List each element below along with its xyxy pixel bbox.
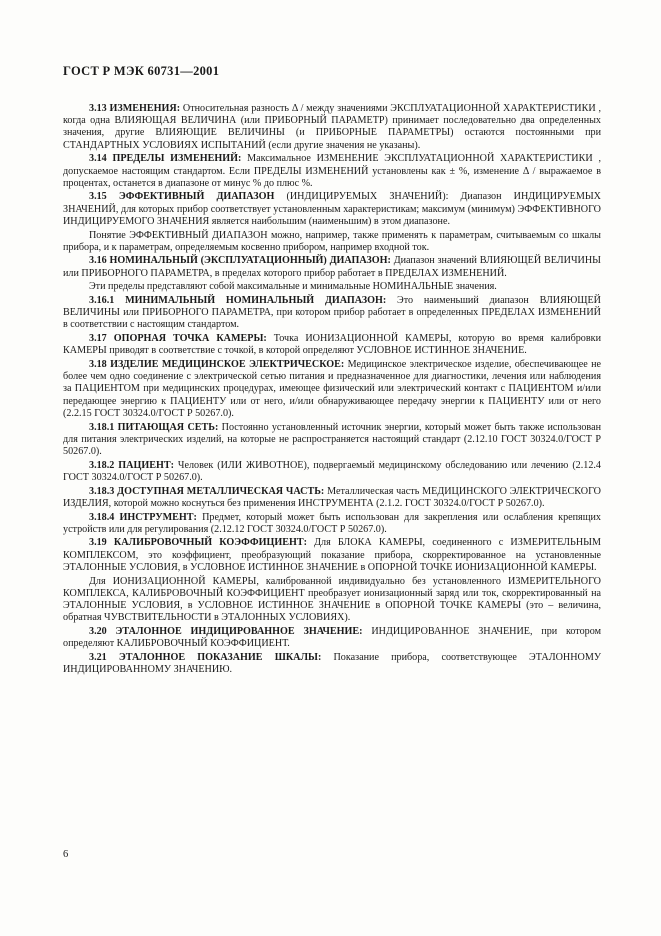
term-heading: 3.19 КАЛИБРОВОЧНЫЙ КОЭФФИЦИЕНТ:	[89, 537, 307, 549]
paragraph	[63, 359, 601, 420]
paragraph-text: Понятие ЭФФЕКТИВНЫЙ ДИАПАЗОН можно, например, также применять к параметрам, считываемым со шкалы прибора, и к параметрам, определяемым косвенно прибором, например входной ток.	[63, 229, 601, 253]
paragraph	[63, 333, 601, 357]
paragraph	[63, 422, 601, 459]
paragraph-text: Относительная разность Δ / между значениями ЭКСПЛУАТАЦИОННОЙ ХАРАКТЕРИСТИКИ , когда одна ВЛИЯЮЩАЯ ВЕЛИЧИНА (или ПРИБОРНЫЙ ПАРАМЕТР) принимает последовательно два определенных значения, другие ВЛИЯЮЩИЕ ВЕЛИЧИНЫ (и ПРИБОРНЫЕ ПАРАМЕТРЫ) остаются постоянными при СТАНДАРТНЫХ УСЛОВИЯХ ИСПЫТАНИЙ (если другие значения не указаны).	[63, 103, 601, 151]
term-heading: 3.17 ОПОРНАЯ ТОЧКА КАМЕРЫ:	[89, 333, 267, 345]
paragraph-text: (ИНДИЦИРУЕМЫХ ЗНАЧЕНИЙ): Диапазон ИНДИЦИРУЕМЫХ ЗНАЧЕНИЙ, для которых прибор соответствует установленным характеристикам; максимум (минимум) ЭФФЕКТИВНОГО ИНДИЦИРУЕМОГО ЗНАЧЕНИЯ является наибольшим (наименьшим) в этом диапазоне.	[63, 191, 601, 227]
paragraph	[63, 191, 601, 228]
paragraph	[63, 153, 601, 190]
term-heading: 3.16.1 МИНИМАЛЬНЫЙ НОМИНАЛЬНЫЙ ДИАПАЗОН:	[89, 295, 387, 307]
term-heading: 3.18.4 ИНСТРУМЕНТ:	[89, 511, 197, 523]
paragraph	[63, 652, 601, 676]
term-heading: 3.13 ИЗМЕНЕНИЯ:	[89, 103, 181, 114]
paragraph	[63, 537, 601, 574]
paragraph	[63, 103, 601, 152]
term-heading: 3.18.3 ДОСТУПНАЯ МЕТАЛЛИЧЕСКАЯ ЧАСТЬ:	[89, 485, 325, 497]
paragraph-text: Постоянно установленный источник энергии, который может быть также использован для питания электрических изделий, на которые не распространяется настоящий стандарт (2.12.10 ГОСТ 30324.0/ГОСТ Р 50267.0).	[63, 421, 601, 457]
paragraph-text: Для БЛОКА КАМЕРЫ, соединенного с ИЗМЕРИТЕЛЬНЫМ КОМПЛЕКСОМ, это коэффициент, преобразующий показание прибора, скорректированное на установленные ЭТАЛОННЫЕ УСЛОВИЯ, в УСЛОВНОЕ ИСТИННОЕ ЗНАЧЕНИЕ в ОПОРНОЙ ТОЧКЕ ИОНИЗАЦИОННОЙ КАМЕРЫ.	[63, 537, 601, 573]
term-heading: 3.18 ИЗДЕЛИЕ МЕДИЦИНСКОЕ ЭЛЕКТРИЧЕСКОЕ:	[89, 359, 345, 371]
paragraph-text: Это наименьший диапазон ВЛИЯЮЩЕЙ ВЕЛИЧИНЫ или ПРИБОРНОГО ПАРАМЕТРА, при котором прибор работает в определенных ПРЕДЕЛАХ ИЗМЕНЕНИЙ в соответствии с настоящим стандартом.	[63, 295, 601, 331]
paragraph	[63, 230, 601, 254]
paragraph-text: ИНДИЦИРОВАННОЕ ЗНАЧЕНИЕ, при котором определяют КАЛИБРОВОЧНЫЙ КОЭФФИЦИЕНТ.	[63, 625, 601, 650]
paragraph-text: Для ИОНИЗАЦИОННОЙ КАМЕРЫ, калиброванной индивидуально без установленного ИЗМЕРИТЕЛЬНОГО КОМПЛЕКСА, КАЛИБРОВОЧНЫЙ КОЭФФИЦИЕНТ преобразует ионизационный заряд или ток, скорректированный на ЭТАЛОННЫЕ УСЛОВИЯ, в УСЛОВНОЕ ИСТИННОЕ ЗНАЧЕНИЕ в ОПОРНОЙ ТОЧКЕ КАМЕРЫ (это – величина, обратная ЧУВСТВИТЕЛЬНОСТИ в ЭТАЛОННЫХ УСЛОВИЯХ).	[63, 575, 601, 624]
paragraph	[63, 281, 601, 293]
term-heading: 3.14 ПРЕДЕЛЫ ИЗМЕНЕНИЙ:	[89, 153, 242, 165]
paragraph-text: Человек (ИЛИ ЖИВОТНОЕ), подвергаемый медицинскому обследованию или лечению (2.12.4 ГОСТ 30324.0/ГОСТ Р 50267.0).	[63, 459, 601, 483]
term-heading: 3.21 ЭТАЛОННОЕ ПОКАЗАНИЕ ШКАЛЫ:	[89, 651, 322, 663]
page-number: 6	[63, 849, 69, 860]
paragraph	[63, 295, 601, 332]
document-header: ГОСТ Р МЭК 60731—2001	[63, 64, 220, 78]
paragraph-text: Показание прибора, соответствующее ЭТАЛОННОМУ ИНДИЦИРОВАННОМУ ЗНАЧЕНИЮ.	[63, 651, 602, 675]
term-heading: 3.20 ЭТАЛОННОЕ ИНДИЦИРОВАННОЕ ЗНАЧЕНИЕ:	[89, 625, 363, 637]
paragraph-text: Максимальное ИЗМЕНЕНИЕ ЭКСПЛУАТАЦИОННОЙ ХАРАКТЕРИСТИКИ , допускаемое настоящим стандартом. Если ПРЕДЕЛЫ ИЗМЕНЕНИЙ установлены как ± %, изменение Δ / выражаемое в процентах, останется в диапазоне от минус % до плюс %.	[63, 153, 601, 189]
paragraph-text: Диапазон значений ВЛИЯЮЩЕЙ ВЕЛИЧИНЫ или ПРИБОРНОГО ПАРАМЕТРА, в пределах которого прибор работает в ПРЕДЕЛАХ ИЗМЕНЕНИЙ.	[63, 255, 601, 279]
term-heading: 3.18.1 ПИТАЮЩАЯ СЕТЬ:	[89, 421, 219, 433]
paragraph	[63, 255, 601, 279]
paragraph-text: Медицинское электрическое изделие, обеспечивающее не более чем одно соединение с электрической сетью питания и предназначенное для диагностики, лечения или наблюдения за ПАЦИЕНТОМ при медицинских процедурах, имеющее физический или электрический контакт с ПАЦИЕНТОМ и/или передающее энергию к ПАЦИЕНТУ или от него, и/или обнаруживающее передачу энергии к ПАЦИЕНТУ или от него (2.2.15 ГОСТ 30324.0/ГОСТ Р 50267.0).	[63, 359, 601, 419]
paragraph-text: Эти пределы представляют собой максимальные и минимальные НОМИНАЛЬНЫЕ значения.	[89, 281, 497, 293]
paragraph-text: Металлическая часть МЕДИЦИНСКОГО ЭЛЕКТРИЧЕСКОГО ИЗДЕЛИЯ, которой можно коснуться без применения ИНСТРУМЕНТА (2.1.2. ГОСТ 30324.0/ГОСТ Р 50267.0).	[63, 485, 601, 509]
document-body	[63, 103, 601, 676]
paragraph	[63, 576, 601, 625]
term-heading: 3.16 НОМИНАЛЬНЫЙ (ЭКСПЛУАТАЦИОННЫЙ) ДИАПАЗОН:	[89, 255, 391, 267]
paragraph	[63, 460, 601, 484]
paragraph-text: Точка ИОНИЗАЦИОННОЙ КАМЕРЫ, которую во время калибровки КАМЕРЫ приводят в соответствие с точкой, в которой определяют УСЛОВНОЕ ИСТИННОЕ ЗНАЧЕНИЕ.	[63, 333, 601, 357]
paragraph-text: Предмет, который может быть использован для закрепления или ослабления крепящих устройств или для регулирования (2.12.12 ГОСТ 30324.0/ГОСТ Р 50267.0).	[63, 511, 601, 535]
paragraph	[63, 626, 601, 650]
paragraph	[63, 512, 601, 536]
term-heading: 3.18.2 ПАЦИЕНТ:	[89, 459, 174, 471]
term-heading: 3.15 ЭФФЕКТИВНЫЙ ДИАПАЗОН	[89, 191, 275, 203]
paragraph	[63, 486, 601, 510]
